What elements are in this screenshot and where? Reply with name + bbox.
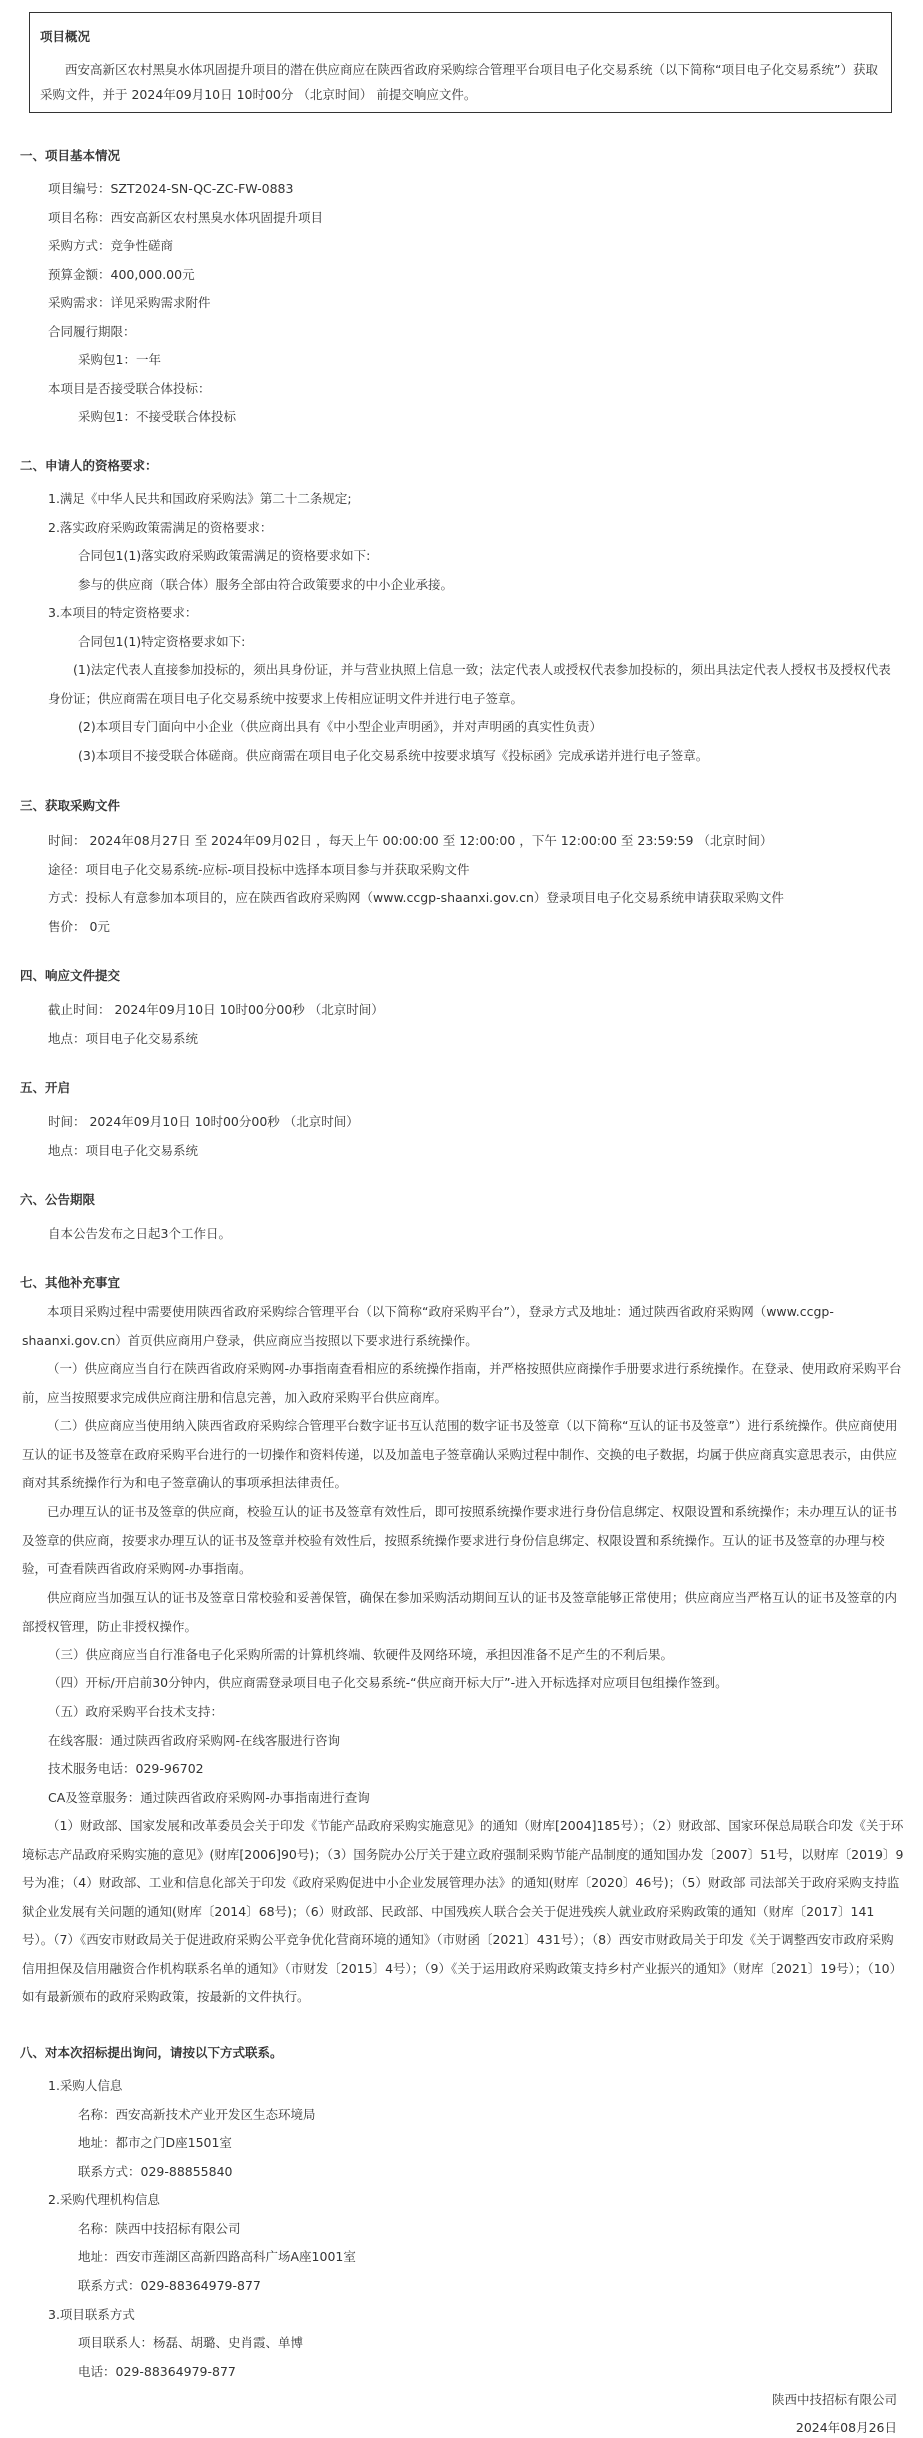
- section2-heading: 二、申请人的资格要求：: [20, 458, 158, 473]
- supplement-p5: 供应商应当加强互认的证书及签章日常校验和妥善保管，确保在参加采购活动期间互认的证书及签章能够正常使用；供应商应当严格互认的证书及签章的内部授权管理，防止非授权操作。: [22, 1590, 898, 1634]
- overview-text: 西安高新区农村黑臭水体巩固提升项目的潜在供应商应在陕西省政府采购综合管理平台项目电子化交易系统（以下简称“项目电子化交易系统”）获取采购文件，并于 2024年09月10日 10时00分 （北京时间） 前提交响应文件。: [40, 62, 878, 102]
- policy-references: （1）财政部、国家发展和改革委员会关于印发《节能产品政府采购实施意见》的通知（财库[2004]185号）；（2）财政部、国家环保总局联合印发《关于环境标志产品政府采购实施的意见》(财库[2006]90号)；（3）国务院办公厅关于建立政府强制采购节能产品制度的通知国办发〔2007〕51号，以财库〔2019〕9号为准；（4）财政部、工业和信息化部关于印发《政府采购促进中小企业发展管理办法》的通知(财库〔2020〕46号)；（5）财政部 司法部关于政府采购支持监狱企业发展有关问题的通知(财库〔2014〕68号)；（6）财政部、民政部、中国残疾人联合会关于促进残疾人就业政府采购政策的通知（财库〔2017〕141号）。（7）《西安市财政局关于促进政府采购公平竞争优化营商环境的通知》（市财函〔2021〕431号）；（8）西安市财政局关于印发《关于调整西安市政府采购信用担保及信用融资合作机构联系名单的通知》（市财发〔2015〕4号）；（9）《关于运用政府采购政策支持乡村产业振兴的通知》（财库〔2021〕19号）；（10）如有最新颁布的政府采购政策，按最新的文件执行。: [22, 1818, 904, 2004]
- section7-heading: 七、其他补充事宜: [20, 1275, 121, 1290]
- qualification-item-3-p3: (3)本项目不接受联合体磋商。供应商需在项目电子化交易系统中按要求填写《投标函》完成承诺并进行电子签章。: [78, 748, 709, 763]
- buyer-name: 名称：西安高新技术产业开发区生态环境局: [78, 2107, 316, 2122]
- ca-service: CA及签章服务：通过陕西省政府采购网-办事指南进行查询: [48, 1790, 370, 1805]
- opening-place: 地点：项目电子化交易系统: [48, 1143, 199, 1158]
- section5-heading: 五、开启: [20, 1080, 71, 1095]
- overview-title: 项目概况: [40, 29, 91, 44]
- project-number: 项目编号：SZT2024-SN-QC-ZC-FW-0883: [48, 181, 294, 196]
- qualification-item-1: 1.满足《中华人民共和国政府采购法》第二十二条规定;: [48, 491, 352, 506]
- agent-address: 地址：西安市莲湖区高新四路高科广场A座1001室: [78, 2249, 356, 2264]
- section1-heading: 一、项目基本情况: [20, 148, 121, 163]
- opening-time: 时间： 2024年09月10日 10时00分00秒 （北京时间）: [48, 1114, 359, 1129]
- section8-heading: 八、对本次招标提出询问，请按以下方式联系。: [20, 2045, 283, 2060]
- agent-name: 名称：陕西中技招标有限公司: [78, 2221, 241, 2236]
- section6-heading: 六、公告期限: [20, 1192, 96, 1207]
- contact-phone: 电话：029-88364979-877: [78, 2364, 236, 2379]
- qualification-item-2-sub2: 参与的供应商（联合体）服务全部由符合政策要求的中小企业承接。: [78, 577, 454, 592]
- qualification-item-3-p2: (2)本项目专门面向中小企业（供应商出具有《中小型企业声明函》，并对声明函的真实性负责）: [78, 719, 602, 734]
- buyer-address: 地址：都市之门D座1501室: [78, 2135, 232, 2150]
- tech-support-phone: 技术服务电话：029-96702: [48, 1761, 204, 1776]
- overview-box: [29, 12, 892, 113]
- supplement-p7: （四）开标/开启前30分钟内，供应商需登录项目电子化交易系统-“供应商开标大厅”-进入开标选择对应项目包组操作签到。: [48, 1675, 728, 1690]
- contract-period-item: 采购包1：一年: [78, 352, 161, 367]
- qualification-item-2-sub1: 合同包1(1)落实政府采购政策需满足的资格要求如下:: [78, 548, 371, 563]
- buyer-label: 1.采购人信息: [48, 2078, 123, 2093]
- supplement-p2: （一）供应商应当自行在陕西省政府采购网-办事指南查看相应的系统操作指南，并严格按照供应商操作手册要求进行系统操作。在登录、使用政府采购平台前，应当按照要求完成供应商注册和信息完善，加入政府采购平台供应商库。: [22, 1361, 902, 1405]
- agent-phone: 联系方式：029-88364979-877: [78, 2278, 261, 2293]
- consortium-item: 采购包1：不接受联合体投标: [78, 409, 236, 424]
- consortium-label: 本项目是否接受联合体投标：: [48, 381, 211, 396]
- supplement-p4: 已办理互认的证书及签章的供应商，校验互认的证书及签章有效性后，即可按照系统操作要求进行身份信息绑定、权限设置和系统操作；未办理互认的证书及签章的供应商，按要求办理互认的证书及签章并校验有效性后，按照系统操作要求进行身份信息绑定、权限设置和系统操作。互认的证书及签章的办理与校验，可查看陕西省政府采购网-办事指南。: [22, 1504, 898, 1576]
- supplement-p6: （三）供应商应当自行准备电子化采购所需的计算机终端、软硬件及网络环境，承担因准备不足产生的不利后果。: [48, 1647, 674, 1662]
- qualification-item-2: 2.落实政府采购政策需满足的资格要求：: [48, 520, 273, 535]
- supplement-p1: 本项目采购过程中需要使用陕西省政府采购综合管理平台（以下简称“政府采购平台”），登录方式及地址：通过陕西省政府采购网（www.ccgp-shaanxi.gov.cn）首页供应商用户登录，供应商应当按照以下要求进行系统操作。: [22, 1304, 834, 1348]
- footer-date: 2024年08月26日: [795, 2420, 897, 2435]
- qualification-item-3: 3.本项目的特定资格要求：: [48, 605, 198, 620]
- acquire-time: 时间： 2024年08月27日 至 2024年09月02日 ，每天上午 00:00:00 至 12:00:00 ，下午 12:00:00 至 23:59:59 （北京时间）: [48, 833, 773, 848]
- supplement-p8: （五）政府采购平台技术支持：: [48, 1704, 224, 1719]
- online-service: 在线客服：通过陕西省政府采购网-在线客服进行咨询: [48, 1733, 341, 1748]
- buyer-phone: 联系方式：029-88855840: [78, 2164, 233, 2179]
- project-name: 项目名称：西安高新区农村黑臭水体巩固提升项目: [48, 210, 324, 225]
- supplement-p3: （二）供应商应当使用纳入陕西省政府采购综合管理平台数字证书互认范围的数字证书及签章（以下简称“互认的证书及签章”）进行系统操作。供应商使用互认的证书及签章在政府采购平台进行的一切操作和资料传递，以及加盖电子签章确认采购过程中制作、交换的电子数据，均属于供应商真实意思表示，由供应商对其系统操作行为和电子签章确认的事项承担法律责任。: [22, 1418, 898, 1490]
- procurement-method: 采购方式：竞争性磋商: [48, 238, 174, 253]
- notice-period: 自本公告发布之日起3个工作日。: [48, 1226, 231, 1241]
- agent-label: 2.采购代理机构信息: [48, 2192, 160, 2207]
- acquire-mode: 方式：投标人有意参加本项目的，应在陕西省政府采购网（www.ccgp-shaanxi.gov.cn）登录项目电子化交易系统申请获取采购文件: [48, 890, 784, 905]
- budget-amount: 预算金额：400,000.00元: [48, 267, 195, 282]
- qualification-item-3-sub1: 合同包1(1)特定资格要求如下:: [78, 634, 246, 649]
- contact-people: 项目联系人：杨磊、胡璐、史肖霞、单博: [78, 2335, 304, 2350]
- footer-company: 陕西中技招标有限公司: [771, 2392, 897, 2407]
- submission-deadline: 截止时间： 2024年09月10日 10时00分00秒 （北京时间）: [48, 1002, 384, 1017]
- procurement-requirement: 采购需求：详见采购需求附件: [48, 295, 211, 310]
- section4-heading: 四、响应文件提交: [20, 968, 121, 983]
- acquire-price: 售价： 0元: [48, 919, 110, 934]
- acquire-route: 途径：项目电子化交易系统-应标-项目投标中选择本项目参与并获取采购文件: [48, 862, 470, 877]
- submission-place: 地点：项目电子化交易系统: [48, 1031, 199, 1046]
- section3-heading: 三、获取采购文件: [20, 798, 121, 813]
- contract-period-label: 合同履行期限：: [48, 324, 136, 339]
- contact-label: 3.项目联系方式: [48, 2307, 135, 2322]
- qualification-item-3-p1: (1)法定代表人直接参加投标的，须出具身份证，并与营业执照上信息一致；法定代表人或授权代表参加投标的，须出具法定代表人授权书及授权代表身份证；供应商需在项目电子化交易系统中按要求上传相应证明文件并进行电子签章。: [48, 662, 891, 706]
